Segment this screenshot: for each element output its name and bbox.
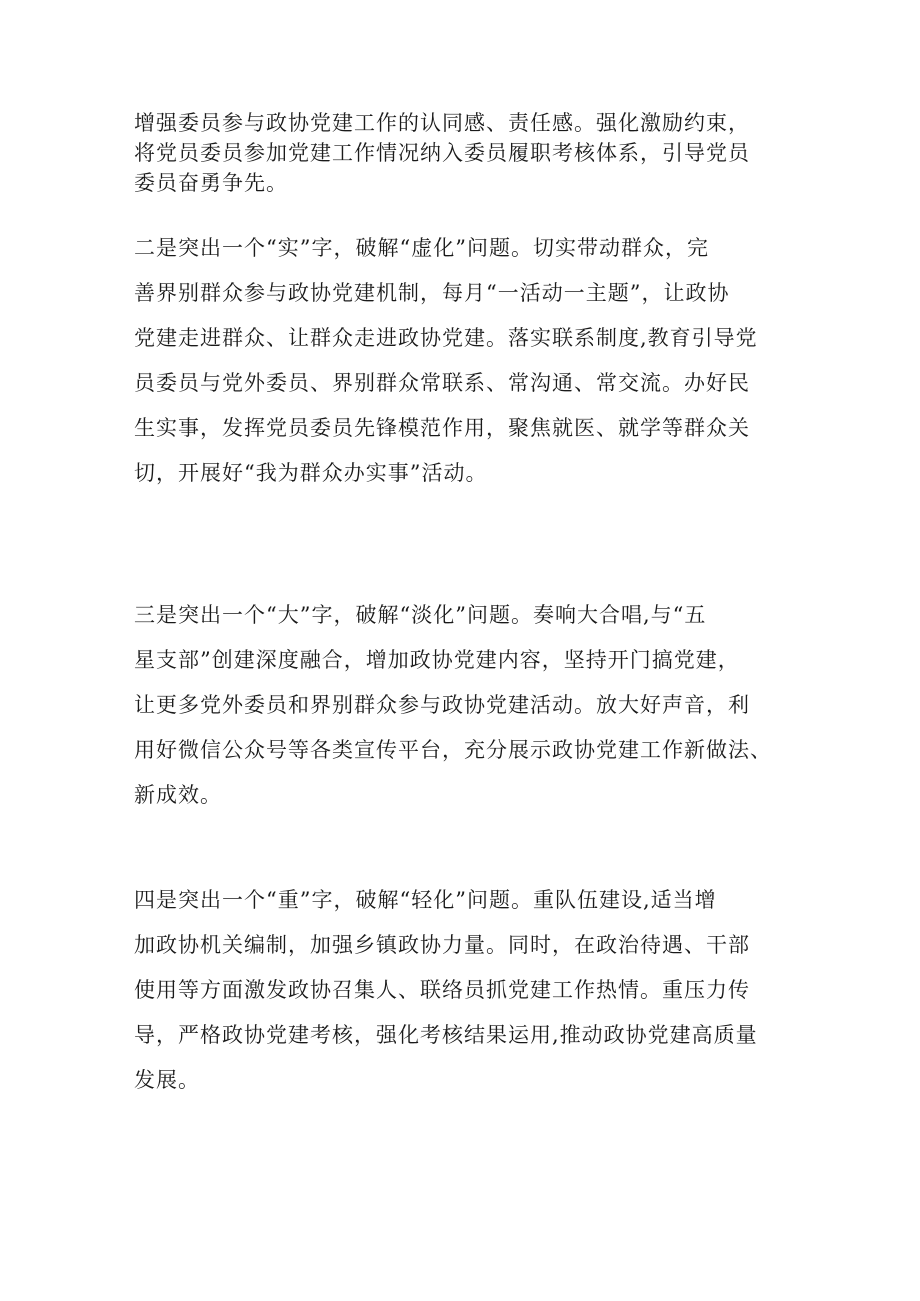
text-line: 用好微信公众号等各类宣传平台，充分展示政协党建工作新做法、 <box>134 738 772 762</box>
text-line: 党建走进群众、让群众走进政协党建。落实联系制度,教育引导党 <box>134 326 758 350</box>
text-line: 三是突出一个“大”字，破解“淡化”问题。奏响大合唱,与“五 <box>134 603 707 627</box>
text-line: 星支部”创建深度融合，增加政协党建内容，坚持开门搞党建， <box>134 648 740 672</box>
paragraph-point-two <box>134 226 794 496</box>
text-line: 二是突出一个“实”字，破解“虚化”问题。切实带动群众，完 <box>134 236 709 260</box>
text-line: 委员奋勇争先。 <box>134 171 288 195</box>
text-line: 新成效。 <box>134 783 222 807</box>
text-line: 切，开展好“我为群众办实事”活动。 <box>134 461 488 485</box>
text-line: 增强委员参与政协党建工作的认同感、责任感。强化激励约束， <box>134 111 750 135</box>
text-line: 使用等方面激发政协召集人、联络员抓党建工作热情。重压力传 <box>134 978 750 1002</box>
paragraph-incentive <box>134 108 794 198</box>
text-line: 让更多党外委员和界别群众参与政协党建活动。放大好声音，利 <box>134 693 750 717</box>
text-line: 发展。 <box>134 1068 200 1092</box>
text-line: 将党员委员参加党建工作情况纳入委员履职考核体系，引导党员 <box>134 141 750 165</box>
paragraph-point-three <box>134 593 794 818</box>
text-line: 员委员与党外委员、界别群众常联系、常沟通、常交流。办好民 <box>134 371 750 395</box>
text-line: 加政协机关编制，加强乡镇政协力量。同时，在政治待遇、干部 <box>134 933 750 957</box>
text-line: 导，严格政协党建考核，强化考核结果运用,推动政协党建高质量 <box>134 1023 758 1047</box>
text-line: 善界别群众参与政协党建机制，每月“一活动一主题”，让政协 <box>134 281 730 305</box>
text-line: 四是突出一个“重”字，破解“轻化”问题。重队伍建设,适当增 <box>134 888 717 912</box>
paragraph-point-four <box>134 878 794 1103</box>
text-line: 生实事，发挥党员委员先锋模范作用，聚焦就医、就学等群众关 <box>134 416 750 440</box>
